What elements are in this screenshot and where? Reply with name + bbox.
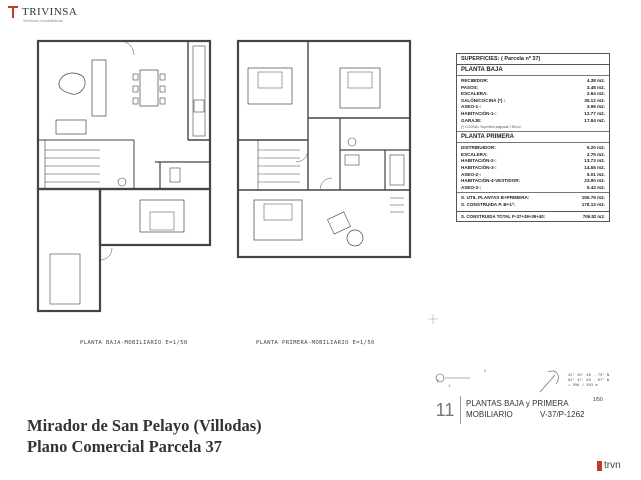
table-row: HABITACIÓN-1-: 12.77 m2. (461, 110, 605, 116)
svg-text:E: E (437, 378, 440, 383)
svg-text:1: 1 (448, 383, 451, 388)
sheet-number: 11 (430, 396, 461, 424)
table-row: S. UTIL PLANTAS B+PRIMERA: 150.79 m2. (461, 195, 605, 201)
sheet-title-line-1: PLANTAS BAJA y PRIMERA (466, 399, 569, 408)
table-row: ESCALERA: 2.64 m2. (461, 91, 605, 97)
footer-logo-text: trvn (604, 460, 621, 471)
garage-outline (38, 189, 100, 311)
living-rug (59, 73, 85, 94)
title-block (430, 393, 608, 425)
table-row: S. CONSTRUIDA P. B+1ª: 178.13 m2. (461, 201, 605, 207)
living-sofa (92, 60, 106, 116)
ground-floor-outline (38, 41, 210, 189)
table-row: ASEO-3-: 5.43 m2. (461, 184, 605, 190)
bedroom-2-bed (248, 68, 292, 104)
surfaces-header: SUPERFICIES: ( Parcela nº 37) (457, 54, 609, 65)
project-title (27, 415, 262, 457)
table-row: HABITACIÓN-3-: 14.55 m2. (461, 164, 605, 170)
first-floor-rows (457, 143, 609, 192)
table-row: HABITACIÓN-2-: 13.73 m2. (461, 158, 605, 164)
project-title-line-2: Plano Comercial Parcela 37 (27, 437, 223, 456)
brand-name: TRIVINSA (22, 6, 78, 18)
ground-floor-rows (457, 76, 609, 125)
svg-text:2: 2 (484, 368, 487, 373)
site-coordinates: 42° 49' 46 . 75" N 02° 47' 05 . 67" W + 590 / 503 m (568, 372, 610, 387)
sheet-scale: 1/50 (593, 397, 603, 403)
north-arrow-icon (436, 371, 558, 392)
armchair-round (347, 230, 363, 246)
table-row: GARAJE: 17.84 m2. (461, 117, 605, 123)
sheet-reference: V-37/P-1262 (540, 410, 585, 419)
kitchen-note: (*) COCINA= Superficie asignada 7.86 m2. (457, 125, 609, 132)
bedroom-1-bed (140, 200, 184, 232)
footer-logo-mark-icon (597, 461, 602, 471)
grand-total-row: S. CONSTRUIDA TOTAL P-37+38+39+40: 706.82 m2. (457, 211, 609, 221)
table-row: RECIBIDOR: 4.38 m2. (461, 78, 605, 83)
table-row: ASEO-2-: 5.01 m2. (461, 171, 605, 177)
table-row: ESCALERA: 2.75 m2. (461, 151, 605, 157)
brand-tagline: Servicios Inmobiliarios (23, 18, 63, 23)
project-title-line-1: Mirador de San Pelayo (Villodas) (27, 416, 262, 435)
table-row: SALÓN/COCINA (*) : 35.12 m2. (461, 97, 605, 103)
first-floor-label: PLANTA PRIMERA-MOBILIARIO E=1/50 (256, 340, 375, 346)
garage-slot (50, 254, 80, 304)
table-row: ASEO-1-: 3.99 m2. (461, 104, 605, 110)
footer-logo (597, 460, 621, 471)
surfaces-table (456, 53, 610, 222)
ground-floor-label: PLANTA BAJA-MOBILIARIO E=1/50 (80, 340, 188, 346)
bedroom-1-outline (100, 189, 210, 245)
first-floor-outline (238, 41, 410, 257)
first-floor-section-title: PLANTA PRIMERA (457, 132, 609, 143)
table-row: HABITACIÓN-4-VESTIDOR: 23.90 m2. (461, 178, 605, 184)
sheet-title-line-2: MOBILIARIO (466, 410, 513, 419)
table-row: DISTRIBUIDOR: 5.20 m2. (461, 145, 605, 151)
ground-floor-section-title: PLANTA BAJA (457, 65, 609, 76)
table-row: PASOS: 3.48 m2. (461, 84, 605, 90)
totals-rows (457, 192, 609, 210)
dining-table (140, 70, 158, 106)
living-armchair (56, 120, 86, 134)
kitchen-counter (193, 46, 205, 136)
